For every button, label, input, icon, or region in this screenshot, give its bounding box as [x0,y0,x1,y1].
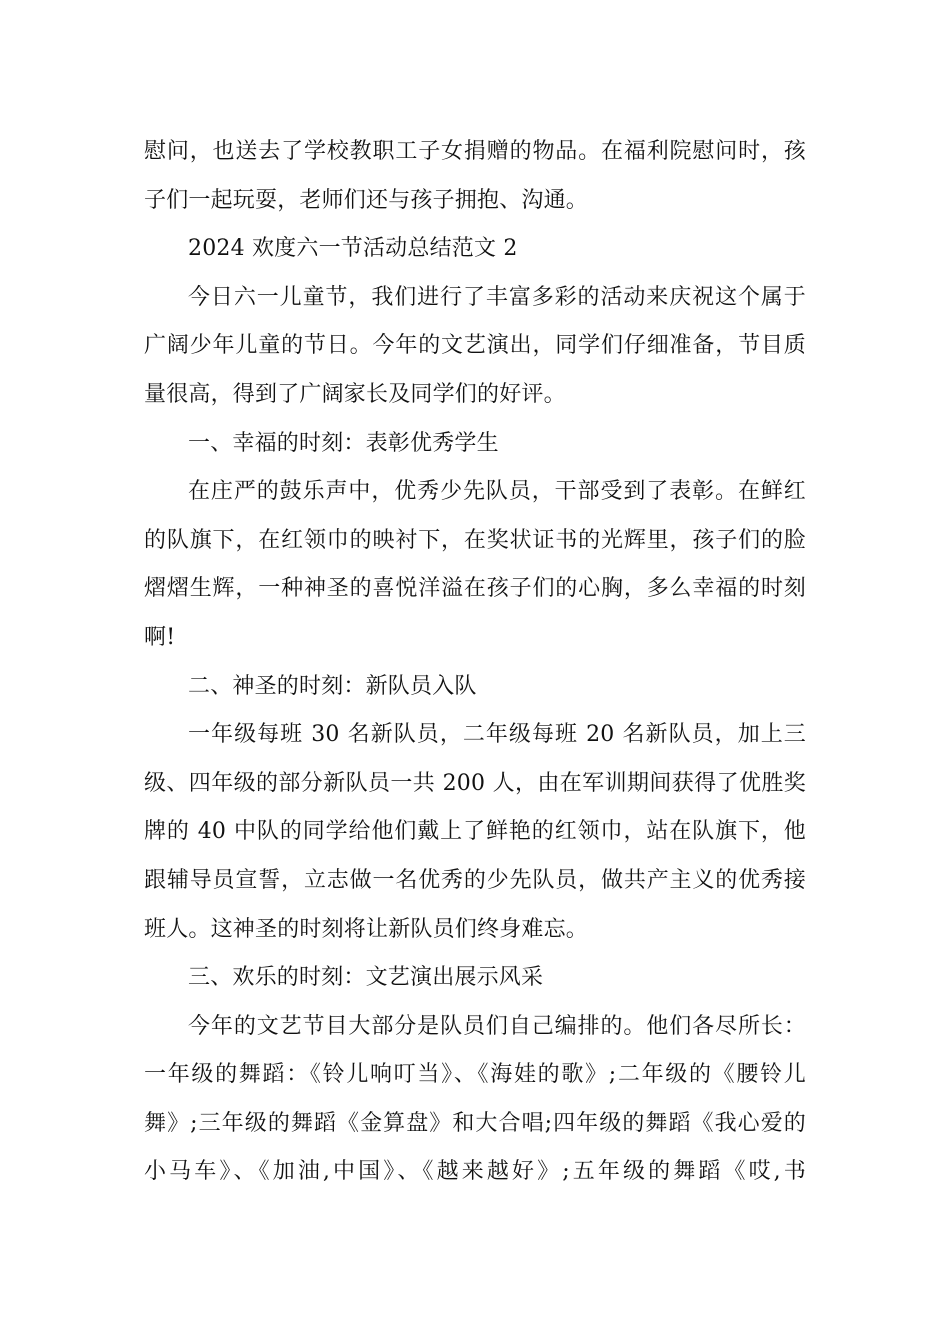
paragraph-line: 跟辅导员宣誓，立志做一名优秀的少先队员，做共产主义的优秀接 [144,867,806,893]
paragraph-line: 啊! [144,624,176,650]
section-heading: 三、欢乐的时刻：文艺演出展示风采 [188,965,544,991]
paragraph-line: 小马车》、《加油,中国》、《越来越好》;五年级的舞蹈《哎,书 [144,1159,806,1185]
paragraph-line: 量很高，得到了广阔家长及同学们的好评。 [144,381,566,407]
paragraph-line: 广阔少年儿童的节日。今年的文艺演出，同学们仔细准备，节目质 [144,333,806,359]
section-heading: 一、幸福的时刻：表彰优秀学生 [188,430,499,456]
paragraph-line: 今日六一儿童节，我们进行了丰富多彩的活动来庆祝这个属于 [188,284,806,310]
paragraph-line: 子们一起玩耍，老师们还与孩子拥抱、沟通。 [144,187,589,213]
paragraph-line: 牌的 40 中队的同学给他们戴上了鲜艳的红领巾，站在队旗下，他 [144,819,806,845]
paragraph-line: 今年的文艺节目大部分是队员们自己编排的。他们各尽所长： [188,1013,806,1039]
paragraph-line: 在庄严的鼓乐声中，优秀少先队员，干部受到了表彰。在鲜红 [188,479,806,505]
paragraph-line: 舞》;三年级的舞蹈《金算盘》和大合唱;四年级的舞蹈《我心爱的 [144,1110,806,1136]
paragraph-line: 的队旗下，在红领巾的映衬下，在奖状证书的光辉里，孩子们的脸 [144,527,806,553]
paragraph-line: 慰问，也送去了学校教职工子女捐赠的物品。在福利院慰问时，孩 [144,139,806,164]
document-body [144,128,806,1197]
paragraph-line: 班人。这神圣的时刻将让新队员们终身难忘。 [144,916,589,942]
section-heading: 二、神圣的时刻：新队员入队 [188,673,477,699]
section-title: 2024 欢度六一节活动总结范文 2 [188,236,518,262]
paragraph-line: 一年级的舞蹈：《铃儿响叮当》、《海娃的歌》;二年级的《腰铃儿 [144,1062,806,1088]
paragraph-line: 级、四年级的部分新队员一共 200 人，由在军训期间获得了优胜奖 [144,770,806,796]
paragraph-line: 熠熠生辉，一种神圣的喜悦洋溢在孩子们的心胸，多么幸福的时刻 [144,576,806,602]
paragraph-line: 一年级每班 30 名新队员，二年级每班 20 名新队员，加上三 [188,722,806,748]
